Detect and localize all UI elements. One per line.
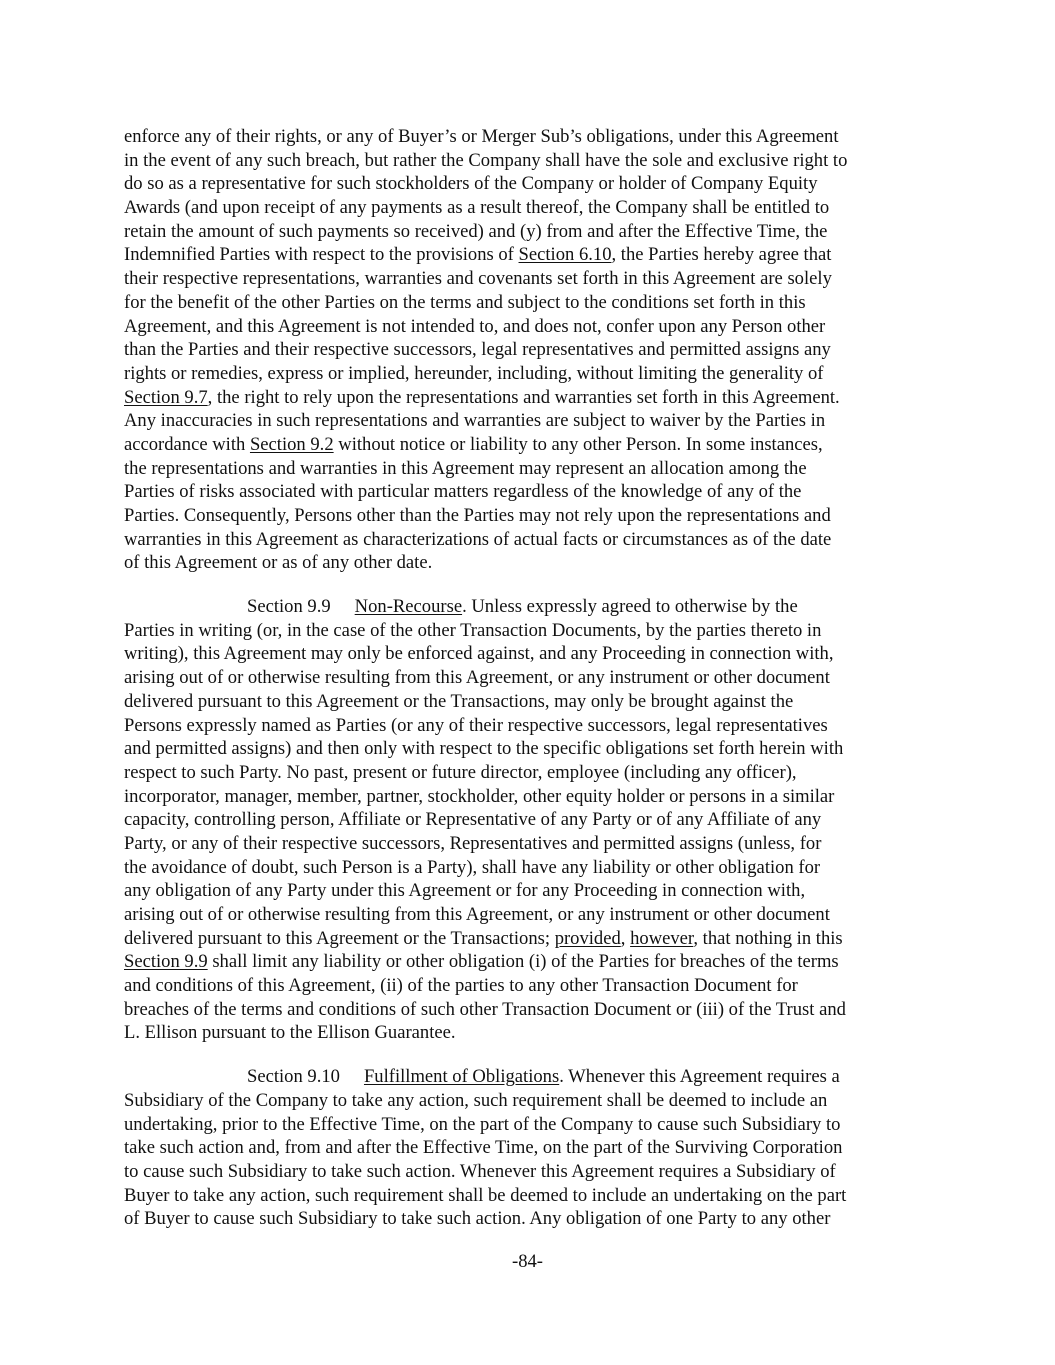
text-line: incorporator, manager, member, partner, stockholder, other equity holder or persons in a similar (124, 785, 835, 807)
text-line: of this Agreement or as of any other date. (124, 552, 433, 574)
text-line (124, 950, 932, 974)
text-segment: without notice or liability to any other Person. In some instances, (333, 433, 823, 455)
section-9-10 (124, 1065, 932, 1231)
section-heading: Fulfillment of Obligations (363, 1066, 560, 1088)
section-9-9-reference: Section 9.9 (124, 951, 208, 973)
text-segment: , that nothing in this (693, 927, 843, 949)
text-line: for the benefit of the other Parties on the terms and subject to the conditions set forth in this (124, 291, 806, 313)
text-segment: . Unless expressly agreed to otherwise by the (462, 596, 798, 618)
text-segment: , the right to rely upon the representations and warranties set forth in this Agreement. (207, 386, 840, 408)
text-line: L. Ellison pursuant to the Ellison Guarantee. (124, 1022, 456, 1044)
text-line: retain the amount of such payments so received) and (y) from and after the Effective Time, the (124, 220, 828, 242)
text-line: in the event of any such breach, but rather the Company shall have the sole and exclusive right to (124, 149, 848, 171)
text-line: undertaking, prior to the Effective Time, on the part of the Company to cause such Subsidiary to (124, 1113, 841, 1135)
text-line: Subsidiary of the Company to take any action, such requirement shall be deemed to include an (124, 1089, 828, 1111)
text-line: delivered pursuant to this Agreement or the Transactions, may only be brought against the (124, 690, 794, 712)
text-line: to cause such Subsidiary to take such action. Whenever this Agreement requires a Subsidiary of (124, 1160, 836, 1182)
text-segment: , the Parties hereby agree that (611, 244, 832, 266)
text-line: Parties in writing (or, in the case of the other Transaction Documents, by the parties thereto in (124, 619, 822, 641)
section-9-7-reference: Section 9.7 (124, 386, 208, 408)
text-segment: shall limit any liability or other obligation (i) of the Parties for breaches of the terms (207, 951, 839, 973)
text-line: Any inaccuracies in such representations and warranties are subject to waiver by the Parties in (124, 410, 826, 432)
text-line: the representations and warranties in this Agreement may represent an allocation among the (124, 457, 807, 479)
text-line: rights or remedies, express or implied, hereunder, including, without limiting the generality of (124, 362, 824, 384)
text-line (124, 243, 932, 267)
text-line: breaches of the terms and conditions of such other Transaction Document or (iii) of the Trust and (124, 998, 846, 1020)
section-9-9 (124, 595, 932, 1045)
text-line: Parties. Consequently, Persons other than the Parties may not rely upon the representations and (124, 505, 831, 526)
text-line (124, 433, 932, 457)
page-number: -84- (512, 1251, 543, 1272)
text-line: arising out of or otherwise resulting from this Agreement, or any instrument or other document (124, 904, 830, 925)
text-line (124, 595, 932, 619)
text-line: than the Parties and their respective successors, legal representatives and permitted assigns any (124, 339, 831, 361)
section-9-2-reference: Section 9.2 (249, 433, 334, 455)
text-line: warranties in this Agreement as characterizations of actual facts or circumstances as of the date (124, 528, 832, 550)
text-line (124, 386, 932, 410)
text-segment: , (620, 927, 631, 949)
provided-term: provided (554, 927, 621, 949)
text-line: respect to such Party. No past, present or future director, employee (including any officer), (124, 761, 797, 783)
however-term: however (630, 927, 694, 949)
paragraph-continuation (124, 125, 932, 575)
text-line: their respective representations, warranties and covenants set forth in this Agreement are solely (124, 268, 832, 290)
text-segment: accordance with (124, 433, 250, 455)
text-segment: delivered pursuant to this Agreement or the Transactions; (124, 927, 555, 949)
text-line: any obligation of any Party under this Agreement or for any Proceeding in connection with, (124, 880, 806, 902)
section-heading: Non-Recourse (354, 596, 463, 618)
text-line: the avoidance of doubt, such Person is a Party), shall have any liability or other obligation for (124, 856, 821, 878)
text-line: Buyer to take any action, such requirement shall be deemed to include an undertaking on the part (124, 1184, 847, 1206)
section-number: Section 9.9 (247, 596, 331, 618)
text-line: arising out of or otherwise resulting from this Agreement, or any instrument or other document (124, 667, 830, 689)
text-line: Awards (and upon receipt of any payments as a result thereof, the Company shall be entitled to (124, 197, 830, 219)
section-number: Section 9.10 (247, 1066, 340, 1088)
text-line: take such action and, from and after the Effective Time, on the part of the Surviving Corporation (124, 1137, 843, 1159)
text-line: and permitted assigns) and then only with respect to the specific obligations set forth herein with (124, 738, 844, 760)
paragraph-spacer (124, 1045, 932, 1065)
text-segment: Indemnified Parties with respect to the provisions of (124, 244, 519, 266)
text-segment: . Whenever this Agreement requires a (559, 1066, 840, 1088)
text-line: enforce any of their rights, or any of Buyer’s or Merger Sub’s obligations, under this Agreement (124, 126, 839, 147)
text-line: capacity, controlling person, Affiliate or Representative of any Party or of any Affiliate of any (124, 809, 822, 831)
text-line: Parties of risks associated with particular matters regardless of the knowledge of any of the (124, 481, 802, 503)
document-page (124, 125, 932, 1231)
text-line (124, 1065, 932, 1089)
text-line: and conditions of this Agreement, (ii) of the parties to any other Transaction Document for (124, 975, 798, 997)
section-6-10-reference: Section 6.10 (518, 244, 612, 266)
text-line: of Buyer to cause such Subsidiary to take such action. Any obligation of one Party to any other (124, 1208, 831, 1230)
text-line: Agreement, and this Agreement is not intended to, and does not, confer upon any Person other (124, 315, 826, 337)
text-line: writing), this Agreement may only be enforced against, and any Proceeding in connection with, (124, 643, 834, 665)
paragraph-spacer (124, 575, 932, 595)
text-line (124, 927, 932, 951)
text-line: do so as a representative for such stockholders of the Company or holder of Company Equity (124, 173, 818, 195)
text-line: Party, or any of their respective successors, Representatives and permitted assigns (unless, for (124, 832, 822, 854)
text-line: Persons expressly named as Parties (or any of their respective successors, legal representatives (124, 714, 828, 736)
